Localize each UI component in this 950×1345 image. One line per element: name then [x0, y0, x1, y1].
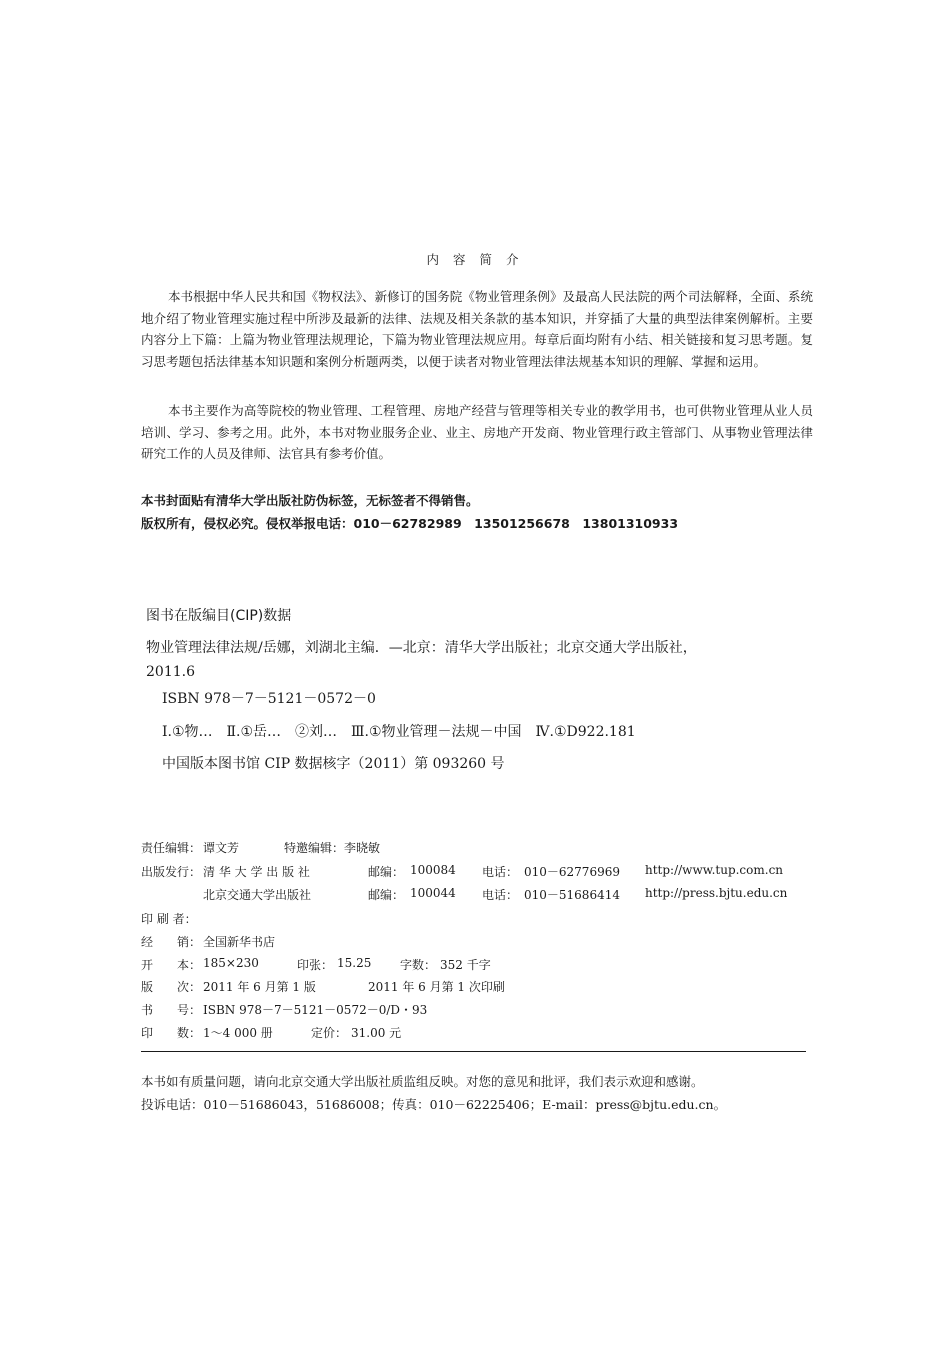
copies: 1～4 000 册 [203, 1026, 273, 1040]
sheets: 15.25 [337, 956, 372, 970]
edition: 2011 年 6 月第 1 版 [203, 980, 316, 994]
special-editor-label: 特邀编辑： [284, 841, 345, 855]
distributor: 全国新华书店 [203, 935, 276, 949]
divider [141, 1051, 806, 1052]
publisher-label: 出版发行： [141, 865, 202, 879]
postcode: 100084 [410, 863, 456, 877]
book-number: ISBN 978－7－5121－0572－0/D・93 [203, 1003, 428, 1017]
printing: 2011 年 6 月第 1 次印刷 [368, 980, 505, 994]
words: 352 千字 [440, 958, 491, 972]
postcode: 100044 [410, 886, 456, 900]
sheets-label: 印张： [297, 958, 334, 972]
printer-label: 印 刷 者： [141, 912, 197, 926]
copyright-notice: 版权所有，侵权必究。侵权举报电话：010－62782989 13501256678 13801310933 [141, 516, 679, 531]
format: 185×230 [203, 956, 259, 970]
postcode-label: 邮编： [368, 865, 405, 879]
phone-label: 电话： [482, 888, 519, 902]
copies-label: 印 数： [141, 1026, 202, 1040]
anti-counterfeit-notice: 本书封面贴有清华大学出版社防伪标签，无标签者不得销售。 [141, 493, 479, 508]
phone: 010－62776969 [524, 865, 620, 879]
editor-label: 责任编辑： [141, 841, 202, 855]
cip-line-1: 物业管理法律法规/岳娜，刘湖北主编．—北京：清华大学出版社；北京交通大学出版社， [146, 640, 697, 656]
book-number-label: 书 号： [141, 1003, 202, 1017]
distributor-label: 经 销： [141, 935, 202, 949]
format-label: 开 本： [141, 958, 202, 972]
special-editor-name: 李晓敏 [344, 841, 381, 855]
publisher-name: 北京交通大学出版社 [203, 888, 312, 902]
publisher-url[interactable]: http://press.bjtu.edu.cn [645, 886, 788, 900]
cip-title: 图书在版编目(CIP)数据 [146, 608, 292, 624]
cip-classification: Ⅰ.①物… Ⅱ.①岳… ②刘… Ⅲ.①物业管理－法规－中国 Ⅳ.①D922.181 [162, 724, 636, 740]
edition-label: 版 次： [141, 980, 202, 994]
cip-isbn: ISBN 978－7－5121－0572－0 [162, 691, 376, 707]
summary-paragraph-2: 本书主要作为高等院校的物业管理、工程管理、房地产经营与管理等相关专业的教学用书，也可供物业管理从业人员培训、学习、参考之用。此外，本书对物业服务企业、业主、房地产开发商、物业管理行政主管部门、从事物业管理法律研究工作的人员及律师、法官具有参考价值。 [141, 403, 813, 461]
summary-paragraph-1: 本书根据中华人民共和国《物权法》、新修订的国务院《物业管理条例》及最高人民法院的两个司法解释，全面、系统地介绍了物业管理实施过程中所涉及最新的法律、法规及相关条款的基本知识，并穿插了大量的典型法律案例解析。主要内容分上下篇：上篇为物业管理法规理论，下篇为物业管理法规应用。每章后面均附有小结、相关链接和复习思考题。复习思考题包括法律基本知识题和案例分析题两类，以便于读者对物业管理法律法规基本知识的理解、掌握和运用。 [141, 289, 813, 369]
words-label: 字数： [400, 958, 437, 972]
cip-line-2: 2011.6 [146, 664, 195, 680]
editor-name: 谭文芳 [203, 841, 240, 855]
phone: 010－51686414 [524, 888, 620, 902]
postcode-label: 邮编： [368, 888, 405, 902]
phone-label: 电话： [482, 865, 519, 879]
publisher-url[interactable]: http://www.tup.com.cn [645, 863, 784, 877]
price: 31.00 元 [351, 1026, 402, 1040]
cip-record: 中国版本图书馆 CIP 数据核字（2011）第 093260 号 [162, 756, 505, 772]
complaint-contact: 投诉电话：010－51686043，51686008；传真：010－62225406；E-mail：press@bjtu.edu.cn。 [141, 1097, 727, 1112]
summary-title: 内 容 简 介 [426, 252, 524, 267]
price-label: 定价： [311, 1026, 348, 1040]
quality-notice: 本书如有质量问题，请向北京交通大学出版社质监组反映。对您的意见和批评，我们表示欢迎和感谢。 [141, 1074, 704, 1089]
publisher-name: 清 华 大 学 出 版 社 [203, 865, 310, 879]
